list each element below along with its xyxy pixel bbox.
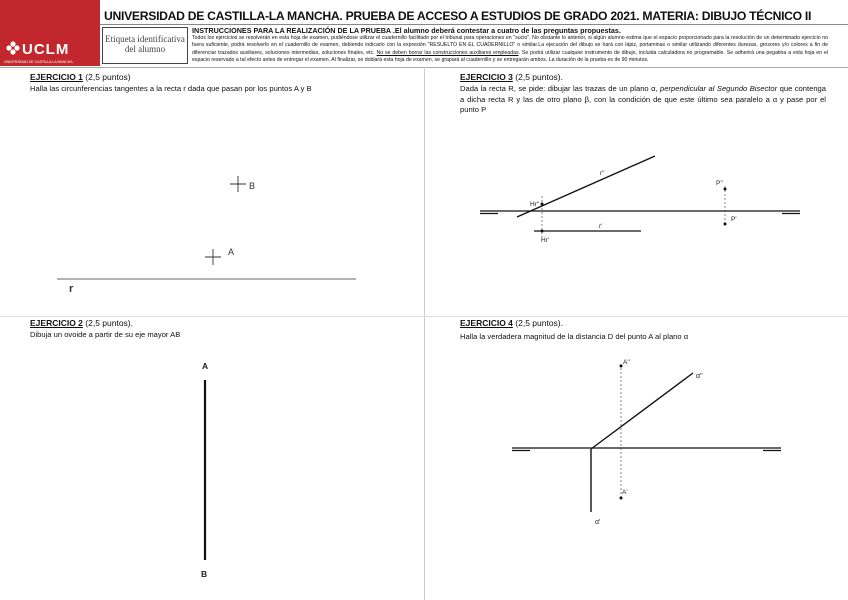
- label-r: r: [69, 283, 74, 295]
- logo-subtitle: UNIVERSIDAD DE CASTILLA-LA MANCHA: [4, 60, 73, 64]
- label-p2: P'': [716, 180, 723, 187]
- label-p1: P': [731, 216, 737, 223]
- label-a-ex2: A: [202, 361, 209, 371]
- label-alpha1: α': [595, 519, 601, 526]
- exercise-1-statement: Halla las circunferencias tangentes a la recta r dada que pasan por los puntos A y B: [30, 84, 312, 93]
- exercise-2-heading: EJERCICIO 2 (2,5 puntos).: [30, 318, 134, 328]
- id-box-line1: Etiqueta identificativa: [105, 34, 185, 44]
- label-hr1: Hr': [541, 237, 550, 244]
- hr1-point: [541, 230, 544, 233]
- exercise-3-heading: EJERCICIO 3 (2,5 puntos).: [460, 72, 564, 82]
- exercise-1-heading: EJERCICIO 1 (2,5 puntos): [30, 72, 131, 82]
- exercise-1-drawing: [57, 176, 356, 279]
- label-a1: A': [622, 489, 628, 496]
- exercise-4-heading: EJERCICIO 4 (2,5 puntos).: [460, 318, 564, 328]
- page-title: UNIVERSIDAD DE CASTILLA-LA MANCHA. PRUEBA DE ACCESO A ESTUDIOS DE GRADO 2021. MATERIA: DIBUJO TÉCNICO II: [104, 9, 812, 23]
- p1-point: [724, 223, 727, 226]
- a1-point: [620, 497, 623, 500]
- point-a-marker: [205, 249, 221, 265]
- exercise-4-statement: Halla la verdadera magnitud de la distancia D del punto A al plano α: [460, 332, 689, 341]
- exercise-2-statement: Dibuja un ovoide a partir de su eje mayor AB: [30, 330, 181, 339]
- logo-brand: UCLM: [22, 41, 70, 58]
- label-alpha2: α'': [696, 373, 703, 380]
- label-r2: r'': [600, 170, 605, 177]
- hr2-point: [541, 203, 544, 206]
- id-box-line2: del alumno: [124, 44, 166, 54]
- label-a: A: [228, 247, 235, 257]
- label-r1: r': [599, 223, 603, 230]
- exercise-3-drawing: [480, 156, 800, 240]
- exercise-3-statement: Dada la recta R, se pide: dibujar las trazas de un plano α, perpendicular al Segundo Bisector que contenga a dicha recta R y las de otro plano β, con la condición de que este último sea paralelo a α y pase por el punto P: [460, 84, 826, 114]
- label-b-ex2: B: [201, 569, 208, 579]
- label-b: B: [249, 181, 256, 191]
- label-a2: A'': [623, 359, 630, 366]
- label-hr2: Hr'': [530, 201, 540, 208]
- point-b-marker: [230, 176, 246, 192]
- p2-point: [724, 188, 727, 191]
- alpha2-trace: [591, 373, 693, 449]
- instructions-text: Todos los ejercicios se resolverán en esta hoja de examen, pudiéndose utilizar el cuadernillo facilitado por el tribunal para operaciones en "sucio". No obstante lo anterior, si algún alumno estima que el espacio proporcionado para la resolución de un determinado ejercicio no fuera suficiente, podrá resolverlo en el cuadernillo de examen, debiendo indicarlo con la expresión "RESUELTO EN EL CUADERNILLO" o similar.La ejecución del dibujo se hará con lápiz, portaminas o similar utilizando diferentes durezas, grosores y/o colores a fin de diferenciar trazados auxiliares, soluciones intermedias, soluciones finales, etc. No se deben borrar las construcciones auxiliares empleadas. Se podrá utilizar cualquier instrumento de dibujo, incluida calculadora no programable. Se adherirá una pegatina a esta hoja en el espacio reservado a tal efecto antes de entregar el examen. Al finalizar, se doblará esta hoja de examen, se grapará al cuadernillo y se entregarán ambos. La duración de la prueba es de 90 minutos.: [192, 35, 828, 63]
- instructions-heading: INSTRUCCIONES PARA LA REALIZACIÓN DE LA PRUEBA .El alumno deberá contestar a cuatro de las preguntas propuestas.: [192, 26, 621, 35]
- exercise-4-drawing: [512, 364, 781, 512]
